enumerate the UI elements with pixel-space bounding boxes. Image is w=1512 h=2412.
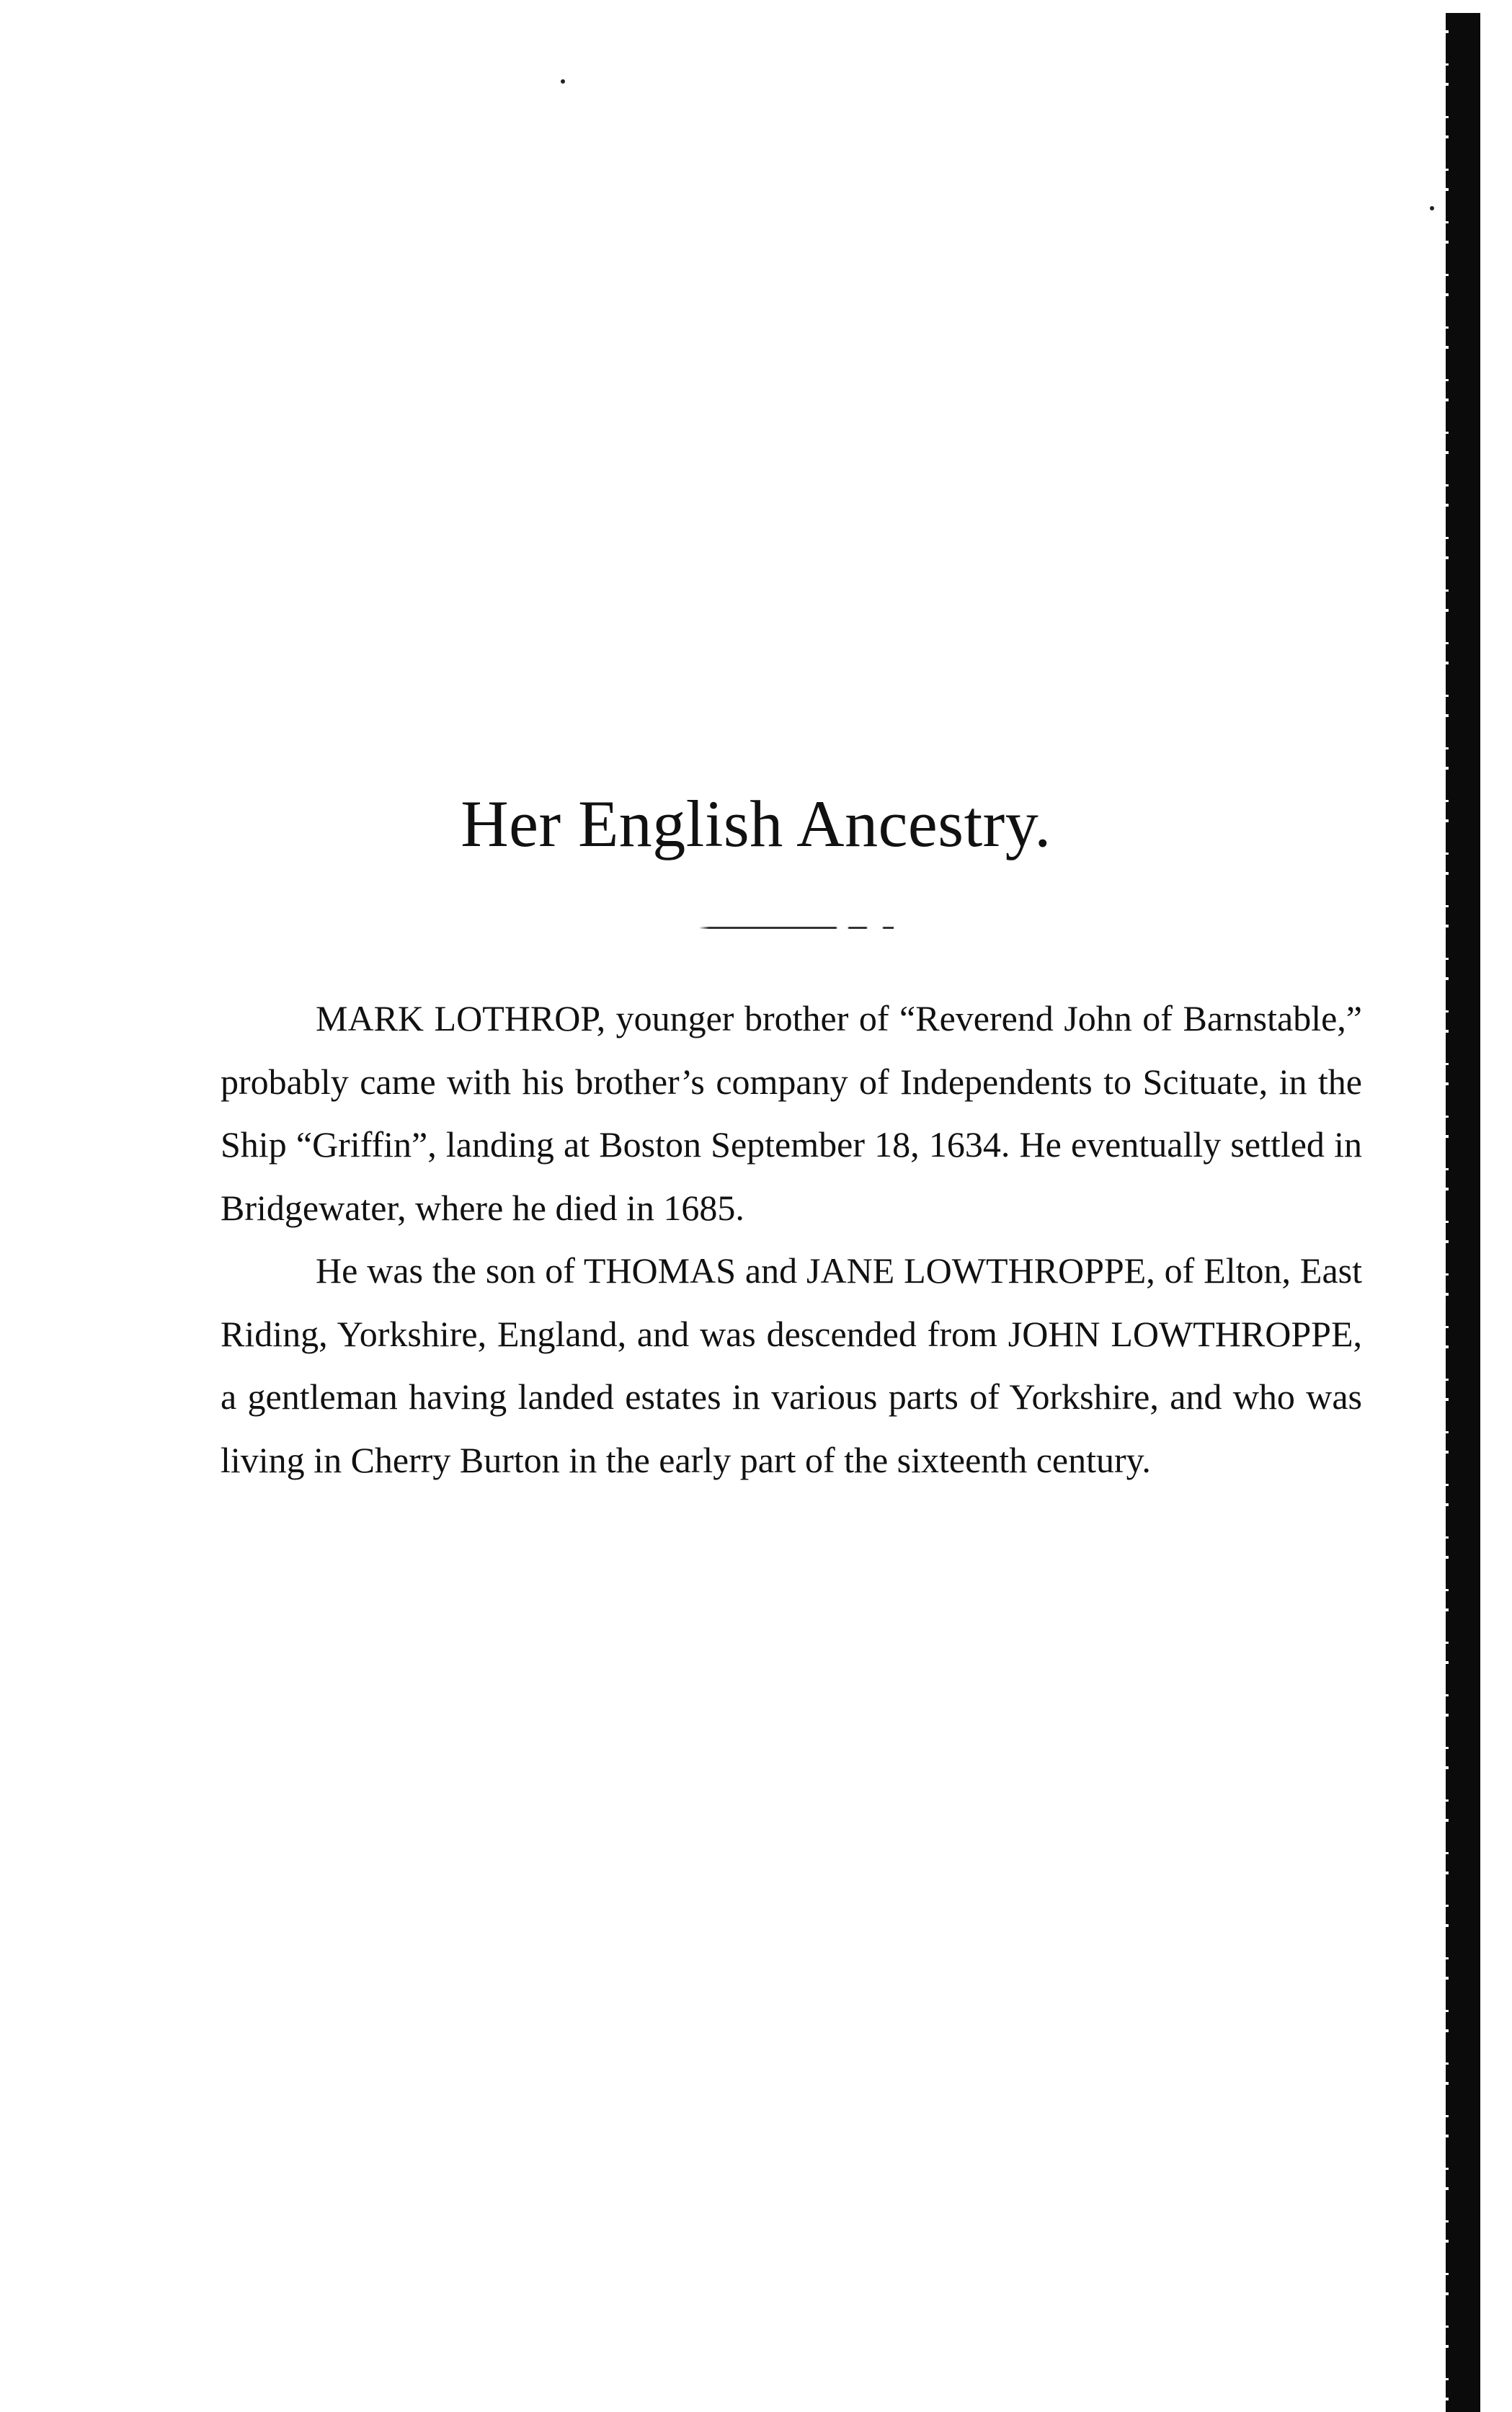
binding-edge	[1449, 13, 1480, 2412]
title-divider-rule	[699, 927, 894, 929]
page-title: Her English Ancestry.	[461, 787, 1051, 860]
ink-speck	[561, 79, 565, 84]
paragraph: He was the son of THOMAS and JANE LOWTHROPPE, of Elton, East Riding, Yorkshire, England, and was descended from JOHN LOWTHROPPE, a gentleman having landed estates in various parts of Yorkshire, and who was living in Cherry Burton in the early part of the sixteenth century.	[221, 1250, 1362, 1480]
paragraph: MARK LOTHROP, younger brother of “Reverend John of Barnstable,” probably came with his brother’s company of Independents to Scituate, in the Ship “Griffin”, landing at Boston September 18, 1634. He eventually settled in Bridgewater, where he died in 1685.	[221, 998, 1362, 1228]
ink-speck	[1430, 206, 1434, 210]
body-text	[221, 987, 1362, 1492]
